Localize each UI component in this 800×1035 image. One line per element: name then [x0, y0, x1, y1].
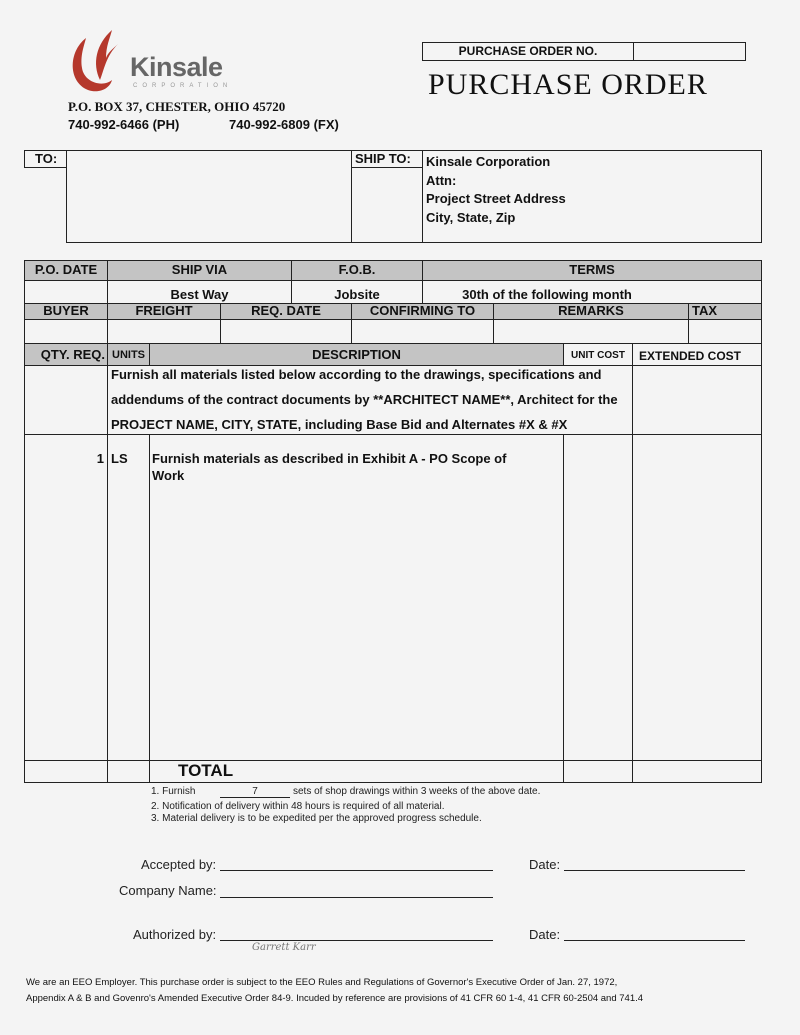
item-qty[interactable]: 1: [24, 434, 108, 761]
po-number-field[interactable]: [633, 42, 746, 61]
company-name-label: Company Name:: [119, 883, 217, 898]
company-sub: CORPORATION: [133, 83, 233, 89]
footer-line: Appendix A & B and Govenro's Amended Executive Order 84-9. Incuded by reference are provisions of 41 CFR 60 1-4, 41 CFR 60-2504 and 741.4: [26, 993, 644, 1004]
ship-to-label: SHIP TO:: [351, 150, 423, 168]
company-phone: 740-992-6466 (PH): [68, 117, 180, 132]
tax-field[interactable]: [688, 319, 762, 344]
header-extended-cost: EXTENDED COST: [632, 343, 762, 366]
header-ship-via: SHIP VIA: [107, 260, 292, 281]
header-description: DESCRIPTION: [149, 343, 564, 366]
authorized-by-field[interactable]: [220, 940, 493, 941]
item-extended-cost[interactable]: [632, 434, 762, 761]
freight-field[interactable]: [107, 319, 221, 344]
remarks-field[interactable]: [493, 319, 689, 344]
ship-via-value[interactable]: Best Way: [107, 280, 292, 304]
po-number-label: PURCHASE ORDER NO.: [422, 42, 634, 61]
header-units: UNITS: [107, 343, 150, 366]
header-req-date: REQ. DATE: [220, 303, 352, 320]
total-unit-cost: [563, 760, 633, 783]
ship-to-line: Kinsale Corporation: [426, 154, 551, 169]
header-qty: QTY. REQ.: [24, 343, 108, 366]
header-po-date: P.O. DATE: [24, 260, 108, 281]
ship-to-address: [422, 150, 762, 243]
fob-value[interactable]: Jobsite: [291, 280, 423, 304]
company-name-field[interactable]: [220, 897, 493, 898]
item-unit-cost[interactable]: [563, 434, 633, 761]
ship-to-line: City, State, Zip: [426, 209, 516, 225]
scope-line: Furnish all materials listed below according to the drawings, specifications and: [111, 367, 602, 382]
accepted-date-label: Date:: [529, 857, 561, 872]
header-confirming-to: CONFIRMING TO: [351, 303, 494, 320]
authorized-by-label: Authorized by:: [133, 927, 217, 942]
total-label: TOTAL: [149, 760, 564, 783]
note-1-text: sets of shop drawings within 3 weeks of the above date.: [293, 786, 541, 797]
document-title: PURCHASE ORDER: [428, 68, 708, 101]
buyer-field[interactable]: [24, 319, 108, 344]
kinsale-logo-icon: [66, 30, 128, 96]
scope-cost-cell: [632, 365, 762, 435]
header-tax: TAX: [688, 303, 762, 320]
req-date-field[interactable]: [220, 319, 352, 344]
authorized-date-field[interactable]: [564, 940, 745, 941]
scope-line: addendums of the contract documents by **ARCHITECT NAME**, Architect for the: [111, 392, 618, 407]
note-1-prefix: 1. Furnish: [151, 786, 196, 797]
item-units[interactable]: LS: [107, 434, 150, 761]
authorized-date-label: Date:: [529, 927, 561, 942]
company-name: Kinsale: [130, 52, 223, 82]
company-fax: 740-992-6809 (FX): [229, 117, 339, 132]
accepted-date-field[interactable]: [564, 870, 745, 871]
signer-name: Garrett Karr: [252, 942, 316, 953]
total-blank-2: [107, 760, 150, 783]
terms-value[interactable]: 30th of the following month: [422, 280, 762, 304]
ship-to-spacer: [351, 167, 423, 243]
header-terms: TERMS: [422, 260, 762, 281]
accepted-by-field[interactable]: [220, 870, 493, 871]
header-unit-cost: UNIT COST: [563, 343, 633, 366]
total-value[interactable]: [632, 760, 762, 783]
scope-qty-cell: [24, 365, 108, 435]
item-description[interactable]: Furnish materials as described in Exhibit A - PO Scope of Work: [149, 434, 564, 761]
accepted-by-label: Accepted by:: [141, 857, 217, 872]
po-date-value[interactable]: [24, 280, 108, 304]
ship-to-line: Project Street Address: [426, 191, 566, 206]
scope-line: PROJECT NAME, CITY, STATE, including Base Bid and Alternates #X & #X: [111, 417, 568, 432]
total-blank-1: [24, 760, 108, 783]
company-address: P.O. BOX 37, CHESTER, OHIO 45720: [68, 99, 286, 114]
confirming-to-field[interactable]: [351, 319, 494, 344]
note-2: 2. Notification of delivery within 48 hours is required of all material.: [151, 801, 445, 812]
header-fob: F.O.B.: [291, 260, 423, 281]
to-label: TO:: [24, 150, 67, 168]
footer-line: We are an EEO Employer. This purchase order is subject to the EEO Rules and Regulations of Governor's Executive Order of Jan. 27, 1972,: [26, 977, 618, 988]
header-remarks: REMARKS: [493, 303, 689, 320]
to-field[interactable]: [66, 150, 352, 243]
scope-text: [107, 365, 633, 435]
note-1-value[interactable]: 7: [220, 786, 290, 798]
header-freight: FREIGHT: [107, 303, 221, 320]
note-3: 3. Material delivery is to be expedited per the approved progress schedule.: [151, 813, 482, 824]
header-buyer: BUYER: [24, 303, 108, 320]
ship-to-line: Attn:: [426, 172, 457, 188]
